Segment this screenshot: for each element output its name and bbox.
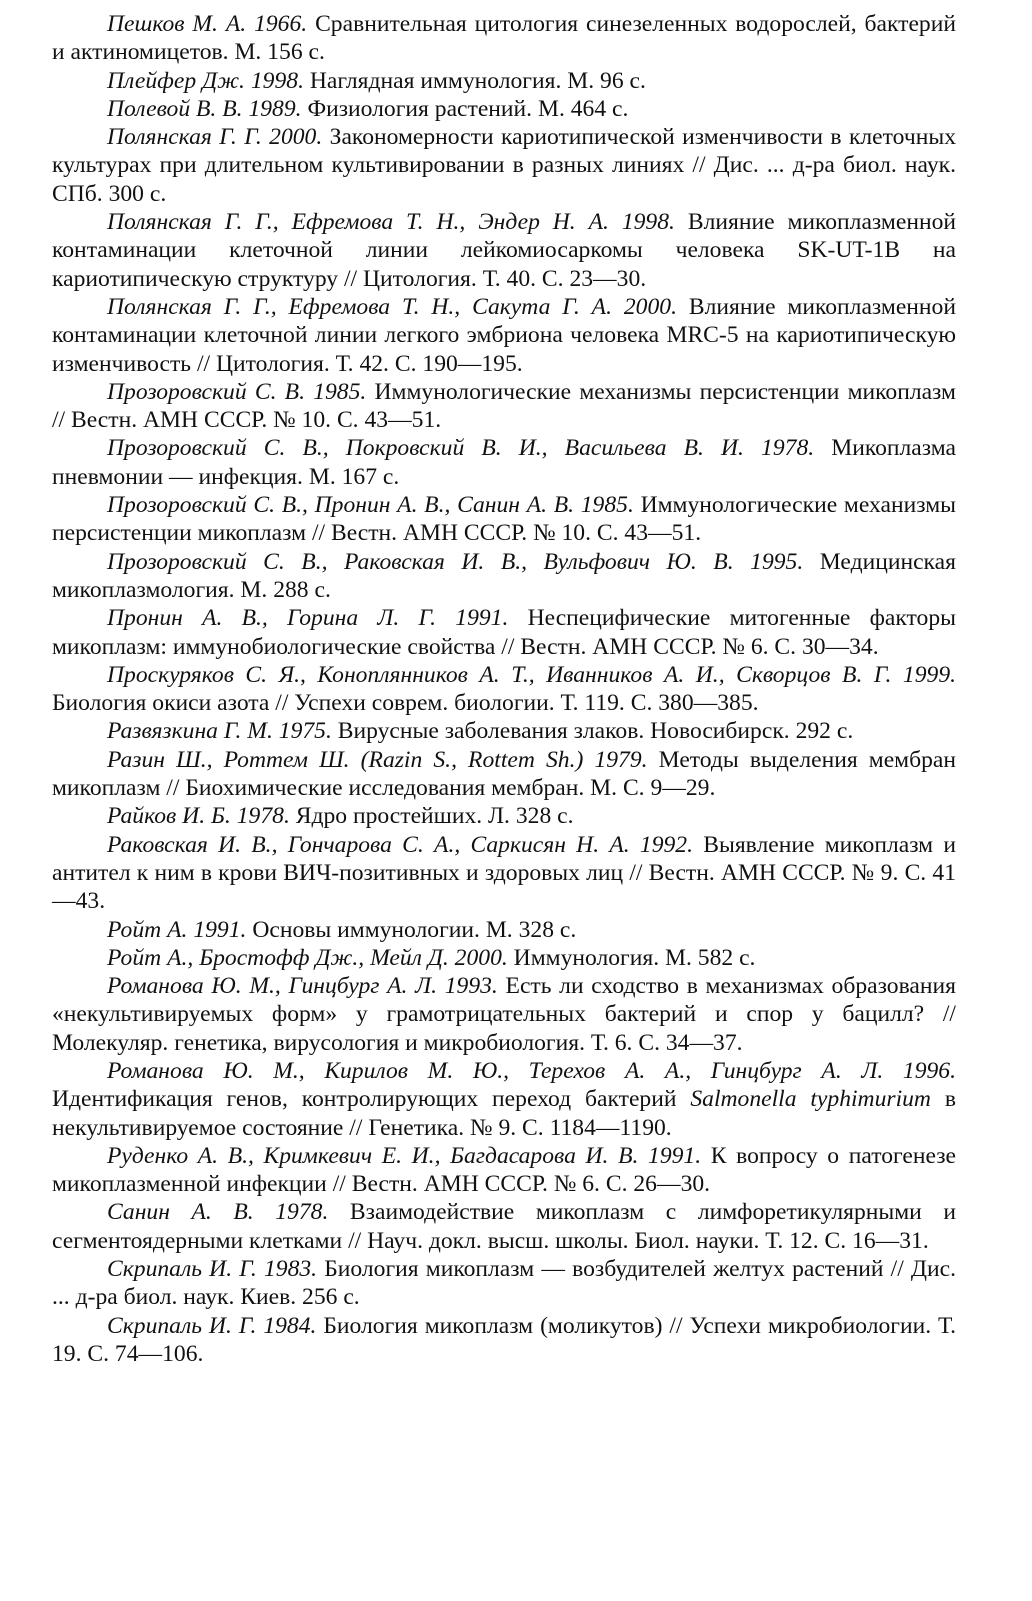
reference-year: 1985. <box>313 378 367 405</box>
reference-entry <box>52 378 956 435</box>
reference-entry <box>52 434 956 491</box>
reference-authors: Ройт А., Бростофф Дж., Мейл Д. <box>107 944 449 971</box>
reference-entry <box>52 10 956 67</box>
reference-entry <box>52 717 956 745</box>
reference-text: Выявление микоплазм и антител к ним в крови ВИЧ-позитивных и здоровых лиц // Вестн. АМН СССР. № 9. С. 41—43. <box>52 831 956 915</box>
reference-text: Ядро простейших. Л. 328 с. <box>295 803 574 830</box>
reference-authors: Романова Ю. М., Гинцбург А. Л. <box>107 973 438 1000</box>
reference-entry <box>52 1255 956 1312</box>
reference-text: Иммунологические механизмы персистенции микоплазм // Вестн. АМН СССР. № 10. С. 43—51. <box>52 378 956 434</box>
reference-entry <box>52 746 956 803</box>
reference-entry <box>52 208 956 293</box>
reference-text: Закономерности кариотипической изменчивости в клеточных культурах при длительном культивировании в разных линиях // Дис. ... д-ра биол. наук. СПб. 300 с. <box>52 124 956 207</box>
reference-entry <box>52 661 956 718</box>
reference-text: Биология микоплазм — возбудителей желтух растений // Дис. ... д-ра биол. наук. Киев. 256 с. <box>52 1256 956 1311</box>
reference-year: 1991. <box>193 916 247 943</box>
reference-text: Биология микоплазм (моликутов) // Успехи микробиологии. Т. 19. С. 74—106. <box>52 1312 956 1367</box>
reference-authors: Райков И. Б. <box>107 803 231 830</box>
reference-year: 1991. <box>648 1142 702 1169</box>
reference-authors: Романова Ю. М., Кирилов М. Ю., Терехов А. А., Гинцбург А. Л. <box>107 1057 884 1084</box>
reference-year: 1992. <box>639 831 693 858</box>
reference-authors: Пешков М. А. <box>107 11 247 37</box>
reference-text: Методы выделения мембран микоплазм // Биохимические исследования мембран. М. С. 9—29. <box>52 746 957 802</box>
reference-year: 1985. <box>580 492 634 519</box>
reference-text: Биология окиси азота // Успехи соврем. биологии. Т. 119. С. 380—385. <box>52 690 759 717</box>
reference-authors: Проскуряков С. Я., Коноплянников А. Т., Иванников А. И., Скворцов В. Г. <box>107 661 892 688</box>
reference-authors: Прозоровский С. В., Раковская И. В., Вульфович Ю. В. <box>107 548 734 575</box>
reference-year: 1975. <box>278 718 332 745</box>
reference-authors: Скрипаль И. Г. <box>107 1256 257 1283</box>
reference-text: Влияние микоплазменной контаминации клеточной линии лейкомиосаркомы человека SK-UT-1B на кариотипическую структуру // Цитология. Т. 40. С. 23—30. <box>52 209 956 292</box>
reference-entry <box>52 604 956 661</box>
reference-year: 1999. <box>902 661 957 688</box>
reference-entry <box>52 1142 956 1199</box>
reference-text: Есть ли сходство в механизмах образования «некультивируемых форм» у грамотрицательных бактерий и спор у бацилл? // Молекуляр. генетика, вирусология и микробиология. Т. 6. С. 34—37. <box>52 973 957 1056</box>
reference-text: Вирусные заболевания злаков. Новосибирск. 292 с. <box>337 718 854 745</box>
reference-authors: Раковская И. В., Гончарова С. А., Саркисян Н. А. <box>107 831 630 858</box>
reference-text: Иммунология. М. 582 с. <box>513 944 756 971</box>
reference-text <box>52 1086 956 1140</box>
reference-authors: Прозоровский С. В., Покровский В. И., Васильева В. И. <box>107 435 744 462</box>
reference-text: Медицинская микоплазмология. М. 288 с. <box>52 548 956 603</box>
reference-year: 1983. <box>263 1256 318 1283</box>
reference-entry <box>52 123 956 208</box>
reference-entry <box>52 67 956 95</box>
reference-year: 1966. <box>254 11 308 37</box>
reference-year: 2000. <box>269 124 323 151</box>
reference-authors: Скрипаль И. Г. <box>107 1312 257 1339</box>
reference-list <box>52 10 956 1368</box>
reference-authors: Плейфер Дж. <box>107 67 245 94</box>
reference-year: 1989. <box>248 95 302 122</box>
reference-entry <box>52 916 956 944</box>
reference-authors: Пронин А. В., Горина Л. Г. <box>107 605 437 632</box>
reference-authors: Развязкина Г. М. <box>107 718 273 745</box>
reference-authors: Прозоровский С. В. <box>107 378 305 405</box>
reference-entry <box>52 1198 956 1255</box>
reference-authors: Полянская Г. Г., Ефремова Т. Н., Эндер Н. А. <box>107 209 609 236</box>
reference-year: 1978. <box>761 435 815 462</box>
reference-text: Неспецифические митогенные факторы микоплазм: иммунобиологические свойства // Вестн. АМН СССР. № 6. С. 30—34. <box>52 605 956 660</box>
reference-entry <box>52 1312 956 1369</box>
reference-year: 1998. <box>621 209 675 236</box>
reference-entry <box>52 548 956 605</box>
reference-entry <box>52 831 956 916</box>
reference-entry <box>52 944 956 972</box>
reference-text-before: Идентификация генов, контролирующих переход бактерий <box>52 1086 677 1113</box>
reference-entry <box>52 972 956 1057</box>
reference-entry <box>52 95 956 123</box>
reference-authors: Санин А. В. <box>107 1199 254 1226</box>
reference-authors: Руденко А. В., Кримкевич Е. И., Багдасарова И. В. <box>107 1142 639 1169</box>
reference-authors: Ройт А. <box>107 916 188 943</box>
reference-year: 1978. <box>275 1199 329 1226</box>
reference-text-after: в некультивируемое состояние // Генетика. № 9. С. 1184—1190. <box>52 1086 956 1141</box>
reference-entry <box>52 802 956 830</box>
reference-text: Сравнительная цитология синезеленных водорослей, бактерий и актиномицетов. М. 156 с. <box>52 11 956 66</box>
reference-authors: Разин Ш., Роттем Ш. (Razin S., Rottem Sh.) <box>107 746 584 773</box>
reference-entry <box>52 1057 956 1142</box>
reference-authors: Полянская Г. Г., Ефремова Т. Н., Сакута Г. А. <box>107 293 612 320</box>
reference-text: Микоплазма пневмонии — инфекция. М. 167 с. <box>52 435 956 490</box>
reference-year: 1998. <box>250 67 304 94</box>
organism-name: Salmonella typhimurium <box>690 1086 931 1113</box>
reference-text: Иммунологические механизмы персистенции микоплазм // Вестн. АМН СССР. № 10. С. 43—51. <box>52 492 956 547</box>
reference-text: Влияние микоплазменной контаминации клеточной линии легкого эмбриона человека MRC-5 на кариотипическую изменчивость // Цитология. Т. 42. С. 190—195. <box>52 293 956 377</box>
reference-year: 1993. <box>444 973 498 1000</box>
reference-authors: Полянская Г. Г. <box>107 124 262 151</box>
reference-entry <box>52 491 956 548</box>
reference-authors: Полевой В. В. <box>107 95 243 122</box>
reference-year: 2000. <box>623 293 677 320</box>
reference-year: 1996. <box>902 1057 956 1084</box>
reference-year: 1979. <box>594 746 648 773</box>
reference-text: Основы иммунологии. М. 328 с. <box>252 916 577 943</box>
reference-authors: Прозоровский С. В., Пронин А. В., Санин А. В. <box>107 492 575 519</box>
reference-entry <box>52 293 956 378</box>
reference-text: Взаимодействие микоплазм с лимфоретикулярными и сегментоядерными клетками // Науч. докл. высш. школы. Биол. науки. Т. 12. С. 16—31. <box>52 1199 956 1254</box>
reference-year: 1978. <box>236 803 290 830</box>
reference-year: 1991. <box>455 605 509 632</box>
reference-text: Наглядная иммунология. М. 96 с. <box>309 67 646 94</box>
reference-text: К вопросу о патогенезе микоплазменной инфекции // Вестн. АМН СССР. № 6. С. 26—30. <box>52 1142 957 1198</box>
reference-year: 1984. <box>263 1312 317 1339</box>
reference-year: 2000. <box>454 944 508 971</box>
reference-text: Физиология растений. М. 464 с. <box>307 95 629 122</box>
reference-year: 1995. <box>750 548 804 575</box>
